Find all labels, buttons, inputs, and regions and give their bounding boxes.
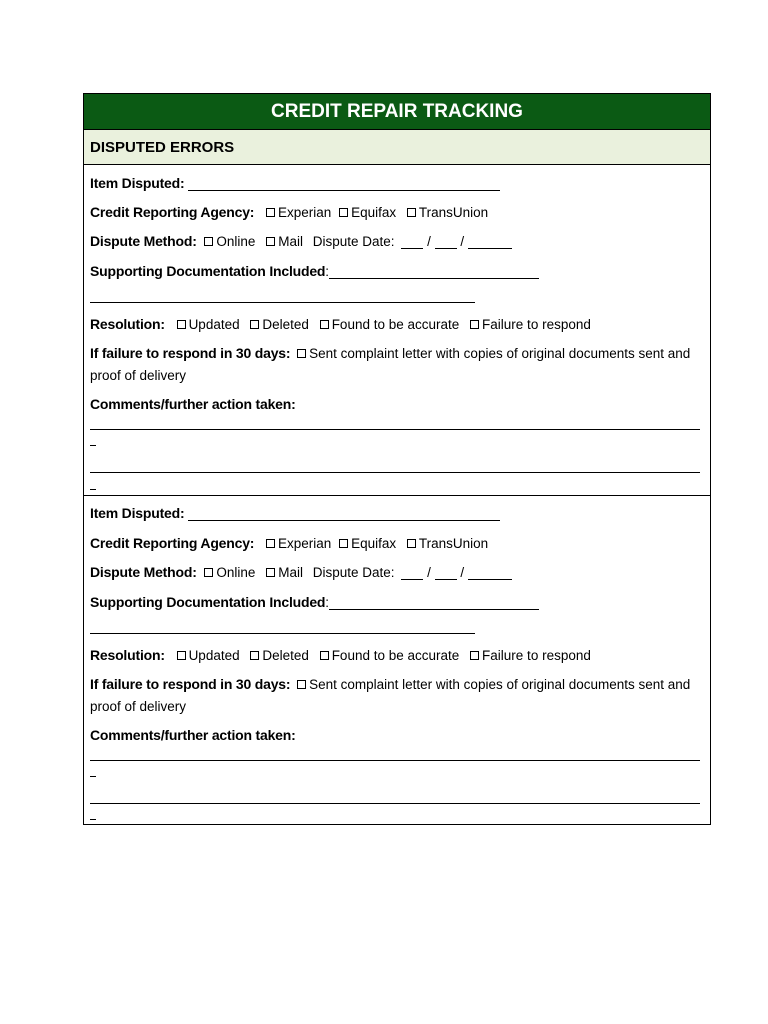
supporting-row	[90, 592, 700, 613]
method-row	[90, 562, 700, 583]
date-month-line[interactable]	[401, 234, 423, 249]
experian-checkbox[interactable]	[266, 208, 275, 217]
transunion-checkbox[interactable]	[407, 208, 416, 217]
mail-option: Mail	[278, 565, 303, 580]
equifax-checkbox[interactable]	[339, 539, 348, 548]
date-year-line[interactable]	[468, 234, 512, 249]
online-option: Online	[216, 565, 256, 580]
equifax-option: Equifax	[351, 205, 397, 220]
dispute-date-label: Dispute Date:	[312, 565, 395, 580]
online-checkbox[interactable]	[204, 568, 213, 577]
method-label: Dispute Method:	[90, 233, 197, 249]
date-day-line[interactable]	[435, 565, 457, 580]
date-separator: /	[427, 234, 431, 249]
resolution-label: Resolution:	[90, 647, 165, 663]
item-disputed-label: Item Disputed:	[90, 175, 185, 191]
resolution-row	[90, 314, 700, 335]
equifax-checkbox[interactable]	[339, 208, 348, 217]
comments-line-1-tail	[90, 445, 96, 446]
mail-checkbox[interactable]	[266, 568, 275, 577]
date-separator: /	[460, 234, 465, 249]
comments-line-2-tail	[90, 819, 96, 820]
accurate-option: Found to be accurate	[331, 317, 460, 332]
agency-label: Credit Reporting Agency:	[90, 204, 255, 220]
deleted-checkbox[interactable]	[250, 320, 259, 329]
dispute-entry	[84, 495, 710, 824]
failure-text: Sent complaint letter with copies of original documents sent and proof of delivery	[90, 677, 691, 714]
form-title: CREDIT REPAIR TRACKING	[84, 94, 710, 130]
date-separator: /	[460, 565, 465, 580]
complaint-checkbox[interactable]	[297, 680, 306, 689]
complaint-checkbox[interactable]	[297, 349, 306, 358]
supporting-line[interactable]	[329, 595, 539, 610]
online-option: Online	[216, 234, 256, 249]
supporting-line[interactable]	[329, 264, 539, 279]
comments-line-1[interactable]	[90, 429, 700, 430]
supporting-label: Supporting Documentation Included	[90, 263, 326, 279]
failure-row	[90, 342, 700, 387]
updated-option: Updated	[188, 317, 240, 332]
agency-row	[90, 533, 700, 554]
item-disputed-row	[90, 173, 700, 194]
dispute-entry	[84, 165, 710, 495]
online-checkbox[interactable]	[204, 237, 213, 246]
section-header: DISPUTED ERRORS	[84, 130, 710, 165]
resolution-row	[90, 645, 700, 666]
equifax-option: Equifax	[351, 536, 397, 551]
mail-checkbox[interactable]	[266, 237, 275, 246]
failure-label: If failure to respond in 30 days:	[90, 345, 291, 361]
failure-option: Failure to respond	[482, 648, 591, 663]
supporting-colon: :	[325, 264, 330, 279]
deleted-option: Deleted	[262, 317, 309, 332]
failure-label: If failure to respond in 30 days:	[90, 676, 291, 692]
date-day-line[interactable]	[435, 234, 457, 249]
experian-checkbox[interactable]	[266, 539, 275, 548]
method-label: Dispute Method:	[90, 564, 197, 580]
comments-label: Comments/further action taken:	[90, 727, 296, 743]
experian-option: Experian	[278, 205, 332, 220]
supporting-colon: :	[325, 595, 330, 610]
updated-checkbox[interactable]	[177, 651, 186, 660]
failure-checkbox[interactable]	[470, 320, 479, 329]
item-disputed-row	[90, 503, 700, 524]
accurate-checkbox[interactable]	[320, 320, 329, 329]
failure-checkbox[interactable]	[470, 651, 479, 660]
agency-label: Credit Reporting Agency:	[90, 535, 255, 551]
supporting-label: Supporting Documentation Included	[90, 594, 326, 610]
failure-option: Failure to respond	[482, 317, 591, 332]
mail-option: Mail	[278, 234, 303, 249]
dispute-date-label: Dispute Date:	[312, 234, 395, 249]
supporting-line-2[interactable]	[90, 633, 475, 634]
deleted-checkbox[interactable]	[250, 651, 259, 660]
transunion-option: TransUnion	[418, 536, 489, 551]
transunion-checkbox[interactable]	[407, 539, 416, 548]
credit-repair-tracking-form	[83, 93, 711, 825]
item-disputed-label: Item Disputed:	[90, 505, 185, 521]
failure-text: Sent complaint letter with copies of original documents sent and proof of delivery	[90, 346, 691, 383]
supporting-line-2[interactable]	[90, 302, 475, 303]
item-disputed-line[interactable]	[188, 506, 500, 521]
agency-row	[90, 202, 700, 223]
method-row	[90, 231, 700, 252]
failure-row	[90, 673, 700, 718]
comments-line-2[interactable]	[90, 472, 700, 473]
comments-label: Comments/further action taken:	[90, 396, 296, 412]
item-disputed-line[interactable]	[188, 176, 500, 191]
comments-row	[90, 725, 700, 746]
accurate-checkbox[interactable]	[320, 651, 329, 660]
date-separator: /	[427, 565, 431, 580]
comments-row	[90, 394, 700, 415]
updated-option: Updated	[188, 648, 240, 663]
supporting-row	[90, 261, 700, 282]
experian-option: Experian	[278, 536, 332, 551]
resolution-label: Resolution:	[90, 316, 165, 332]
updated-checkbox[interactable]	[177, 320, 186, 329]
deleted-option: Deleted	[262, 648, 309, 663]
comments-line-2[interactable]	[90, 803, 700, 804]
transunion-option: TransUnion	[418, 205, 489, 220]
date-month-line[interactable]	[401, 565, 423, 580]
comments-line-1[interactable]	[90, 760, 700, 761]
date-year-line[interactable]	[468, 565, 512, 580]
comments-line-2-tail	[90, 489, 96, 490]
comments-line-1-tail	[90, 776, 96, 777]
accurate-option: Found to be accurate	[331, 648, 460, 663]
